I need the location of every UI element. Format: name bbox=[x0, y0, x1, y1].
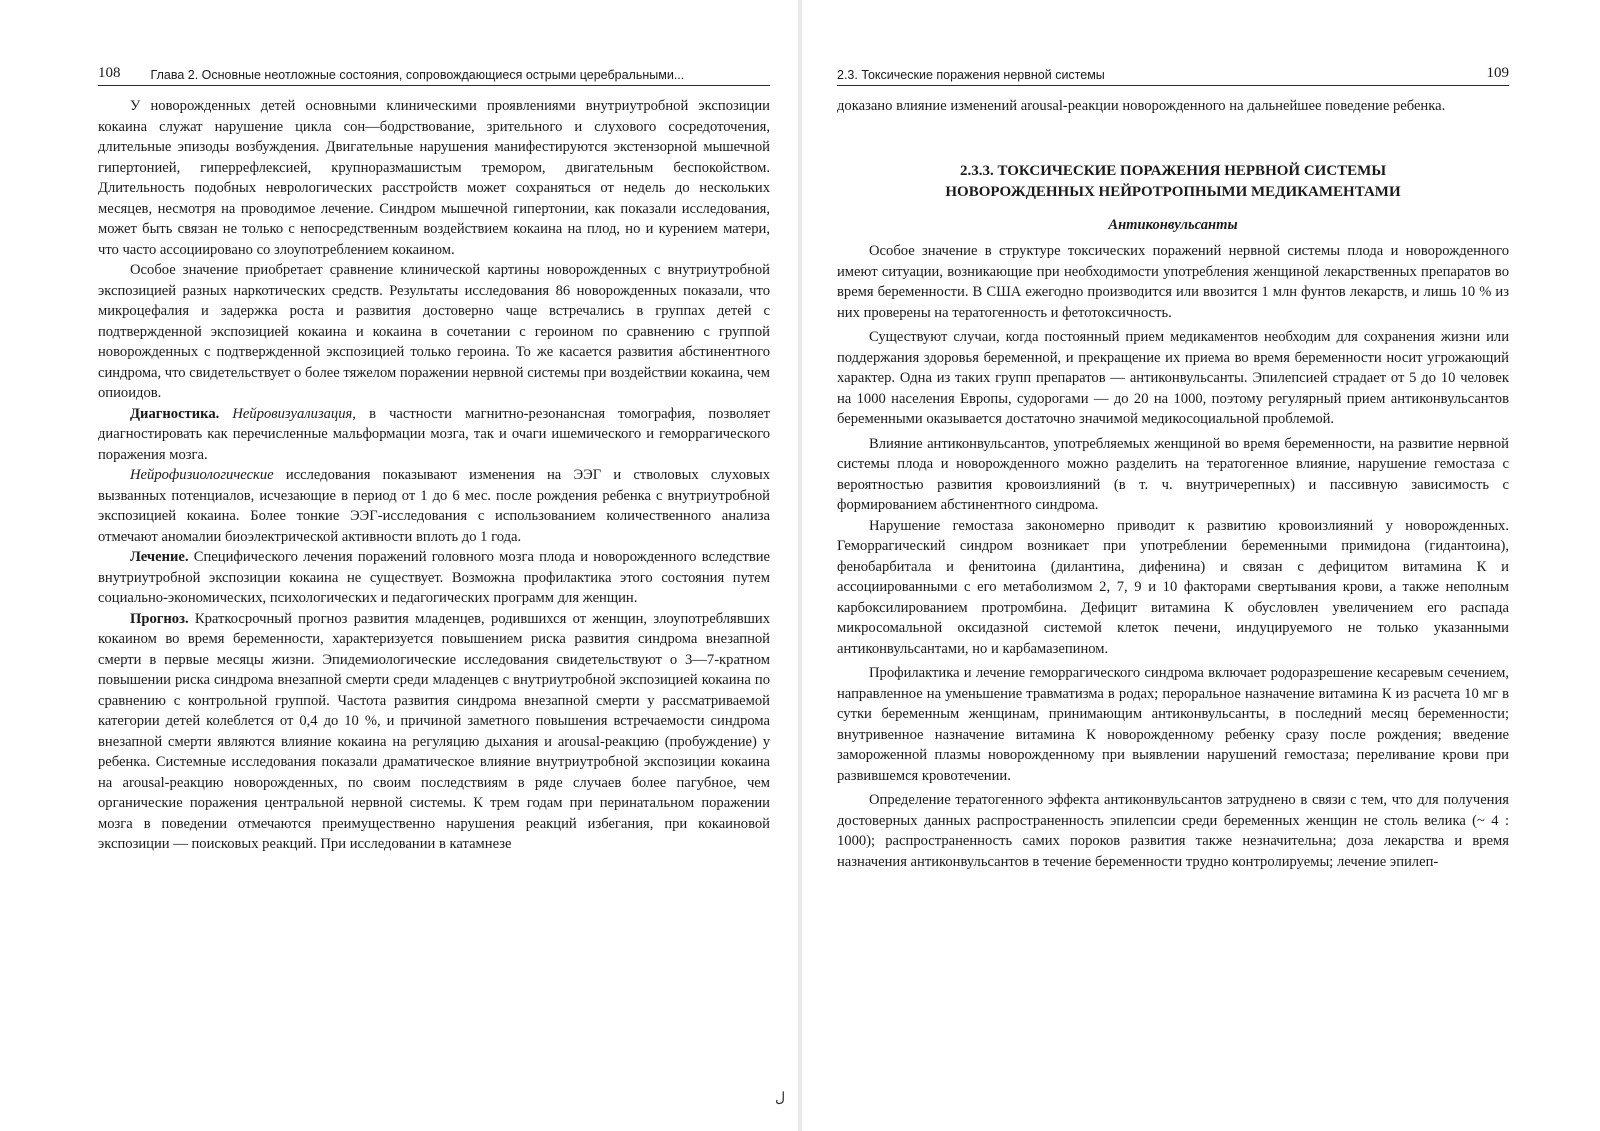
right-paragraph: Существуют случаи, когда постоянный прием медикаментов необходим для сохранения жизни или поддержания здоровья беременной, и прекращение их приема во время беременности носит угрожающий характер. Одна из таких групп препаратов — антиконвульсанты. Эпилепсией страдает от 5 до 10 человек на 1000 населения Европы, судорогами — до 20 на 1000, поэтому регулярный прием антиконвульсантов беременными оказывается достаточно значимой медикосоциальной проблемой. bbox=[837, 329, 1509, 427]
right-running-head-title: 2.3. Токсические поражения нервной системы bbox=[837, 68, 1105, 82]
diagnostics-term: Нейровизуализация, bbox=[232, 405, 356, 422]
left-page bbox=[0, 0, 798, 1131]
right-paragraph: Определение тератогенного эффекта антиконвульсантов затруднено в связи с тем, что для получения достоверных данных распространенность эпилепсии среди беременных женщин не столь велика (~ 4 : 1000); распространенность самих пороков развития также незначительна; доза лекарства и время назначения антиконвульсантов в течение беременности трудно контролируемы; лечение эпилеп- bbox=[837, 792, 1509, 870]
left-paragraph-prognosis: Прогноз. Краткосрочный прогноз развития младенцев, родившихся от женщин, злоупотреблявших кокаином во время беременности, характеризуется повышением риска развития синдрома внезапной смерти в первые месяцы жизни. Эпидемиологические исследования свидетельствуют о 3—7-кратном повышении риска синдрома внезапной смерти среди младенцев с внутриутробной экспозицией кокаина по сравнению с контрольной группой. Частота развития синдрома внезапной смерти у рассматриваемой категории детей колеблется от 0,4 до 10 %, и причиной заметного повышения встречаемости синдрома внезапной смерти являются влияние кокаина на регуляцию дыхания и arousal-реакцию (пробуждение) у ребенка. Системные исследования показали драматическое влияние внутриутробной экспозиции кокаина на arousal-реакцию новорожденных, по своим последствиям в ряде случаев более пагубное, чем органические поражения центральной нервной системы. К трем годам при перинатальном поражении мозга в поведении отмечаются преимущественно нарушения реакций избегания, при кокаиновой экспозиции — поисковых реакций. При исследовании в катамнезе bbox=[98, 610, 770, 852]
gutter-scan-mark: ل bbox=[775, 1091, 786, 1106]
left-body-text bbox=[98, 96, 770, 855]
treatment-heading: Лечение. bbox=[130, 549, 189, 565]
left-paragraph-treatment: Лечение. Специфического лечения поражений головного мозга плода и новорожденного вследствие внутриутробной экспозиции кокаина не существует. Возможна профилактика этого состояния путем социально-экономических, психологических и педагогических программ для женщин. bbox=[98, 549, 770, 606]
right-paragraph: Нарушение гемостаза закономерно приводит к развитию кровоизлияний у новорожденных. Геморрагический синдром возникает при употреблении беременными примидона (гидантоина), фенобарбитала и фенитоина (дилантина, дифенина) и связан с дефицитом витамина К и ассоциированными с его метаболизмом 2, 7, 9 и 10 факторами свертывания крови, а также неполным карбоксилированием протромбина. Дефицит витамина К обусловлен увеличением его распада микросомальной оксидазной системой клеток печени, индуцируемого не только указанными антиконвульсантами, но и карбамазепином. bbox=[837, 517, 1509, 657]
right-page-number: 109 bbox=[1486, 65, 1509, 81]
right-page bbox=[802, 0, 1600, 1131]
right-paragraph: Профилактика и лечение геморрагического синдрома включает родоразрешение кесаревым сечением, направленное на уменьшение травматизма в родах; пероральное назначение витамина К из расчета 10 мг в сутки беременным женщинам, принимающим антиконвульсанты, в последний месяц беременности; внутривенное назначение витамина К новорожденному ребенку сразу после рождения; введение замороженной плазмы новорожденному при выявлении нарушений гемостаза; переливание крови при развившемся кровотечении. bbox=[837, 665, 1509, 784]
left-paragraph: Нейрофизиологические исследования показывают изменения на ЭЭГ и стволовых слуховых вызванных потенциалов, исчезающие в период от 1 до 6 мес. после рождения ребенка с внутриутробной экспозицией кокаина. Более тонкие ЭЭГ-исследования с использованием количественного анализа отмечают аномалии биоэлектрической активности вплоть до 1 года. bbox=[98, 467, 770, 545]
right-continuation-paragraph: доказано влияние изменений arousal-реакции новорожденного на дальнейшее поведение ребенка. bbox=[837, 98, 1446, 114]
left-page-number: 108 bbox=[98, 65, 121, 81]
right-body-text bbox=[837, 96, 1509, 872]
prognosis-heading: Прогноз. bbox=[130, 610, 189, 627]
left-paragraph-diagnostics: Диагностика. Нейровизуализация, в частности магнитно-резонансная томография, позволяет диагностировать как перечисленные мальформации мозга, так и очаги ишемического и геморрагического поражения мозга. bbox=[98, 405, 770, 463]
right-paragraph: Особое значение в структуре токсических поражений нервной системы плода и новорожденного имеют ситуации, возникающие при необходимости употребления женщиной лекарственных препаратов во время беременности. В США ежегодно производится или ввозится 1 млн фунтов лекарств, и лишь 10 % из них проверены на тератогенность и фетотоксичность. bbox=[837, 243, 1509, 321]
diagnostics-heading: Диагностика. bbox=[130, 405, 220, 422]
left-paragraph: Особое значение приобретает сравнение клинической картины новорожденных с внутриутробной экспозицией разных наркотических средств. Результаты исследования 86 новорожденных показали, что микроцефалия и задержка роста и развития достоверно чаще встречались в группах детей с подтвержденной экспозицией кокаина и кокаина в сочетании с героином по сравнению с группой новорожденных с подтвержденной экспозицией только героина. То же касается развития абстинентного синдрома, что свидетельствует о более тяжелом поражении нервной системы при воздействии кокаина, чем опиоидов. bbox=[98, 262, 770, 401]
left-running-head bbox=[98, 62, 770, 86]
right-running-head bbox=[837, 62, 1509, 86]
left-paragraph: У новорожденных детей основными клиническими проявлениями внутриутробной экспозиции кокаина служат нарушение цикла сон—бодрствование, зрительного и слухового сосредоточения, длительные эпизоды возбуждения. Двигательные нарушения манифестируются экстензорной мышечной гипертонией, гиперрефлексией, крупноразмашистым тремором, двигательным беспокойством. Длительность подобных неврологических расстройств может сохраняться от недель до нескольких месяцев, несмотря на проводимое лечение. Синдром мышечной гипертонии, как показали исследования, может быть связан не только с непосредственным воздействием кокаина на плод, но и курением матери, что часто ассоциировано со злоупотреблением кокаином. bbox=[98, 98, 770, 258]
left-running-head-title: Глава 2. Основные неотложные состояния, сопровождающиеся острыми церебральными... bbox=[150, 68, 685, 82]
right-paragraph: Влияние антиконвульсантов, употребляемых женщиной во время беременности, на развитие нервной системы плода и новорожденного можно разделить на тератогенное влияние, нарушение гемостаза с вероятностью развития кровоизлияний (в т. ч. внутричерепных) и пассивную зависимость с формированием абстинентного синдрома. bbox=[837, 435, 1509, 513]
subsection-title: Антиконвульсанты bbox=[1108, 216, 1238, 233]
section-title: 2.3.3. ТОКСИЧЕСКИЕ ПОРАЖЕНИЯ НЕРВНОЙ СИСТЕМЫ НОВОРОЖДЕННЫХ НЕЙРОТРОПНЫМИ МЕДИКАМЕНТАМИ bbox=[945, 162, 1401, 200]
neurophysiology-term: Нейрофизиологические bbox=[130, 467, 274, 483]
